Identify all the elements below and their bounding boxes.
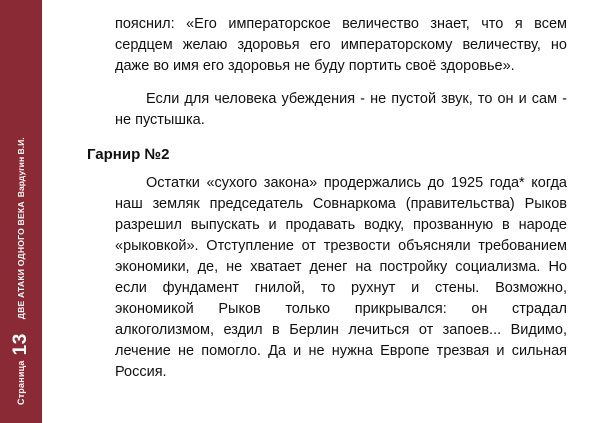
page-label: Страница	[16, 360, 26, 405]
page-content	[87, 14, 567, 383]
page-number: 13	[10, 333, 31, 356]
sidebar	[0, 0, 42, 423]
paragraph-continuation: пояснил: «Его императорское величество знает, что я всем сердцем желаю здоровья его императорскому величеству, но даже во имя его здоровья не буду портить своё здоровье».	[115, 16, 567, 74]
section-heading: Гарнир №2	[87, 146, 170, 163]
sidebar-caption	[0, 11, 42, 411]
book-author: Вардугин В.И.	[16, 137, 26, 198]
book-title: ДВЕ АТАКИ ОДНОГО ВЕКА	[16, 201, 26, 320]
section-body-paragraph: Остатки «сухого закона» продержались до 1925 года* когда наш земляк председатель Совнаркома (правительства) Рыков разрешил выпускать и продавать водку, прозванную в народе «рыковкой». Отступление от трезвости объясняли требованием экономики, де, не хватает денег на постройку социализма. Но если фундамент гнилой, то рухнут и стены. Возможно, экономикой Рыков только прикрывался: он страдал алкоголизмом, ездил в Берлин лечиться от запоев... Видимо, лечение не помогло. Да и не нужна Европе трезвая и сильная Россия.	[115, 175, 567, 380]
paragraph-conviction: Если для человека убеждения - не пустой звук, то он и сам - не пустышка.	[115, 91, 567, 128]
